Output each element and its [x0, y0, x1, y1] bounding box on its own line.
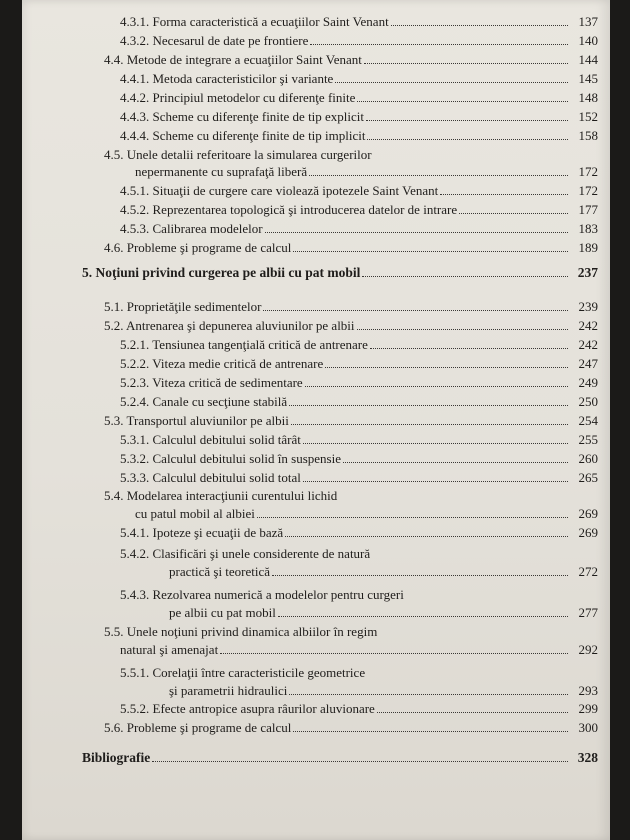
toc-entry-page: 137	[578, 14, 598, 29]
toc-entry	[104, 239, 598, 257]
dot-leader	[364, 63, 568, 64]
toc-entry-page: 145	[578, 71, 598, 86]
dot-leader	[152, 761, 568, 762]
dot-leader	[377, 712, 568, 713]
toc-entry-title: 5.2.4. Canale cu secţiune stabilă	[120, 394, 288, 409]
toc-entry-page: 249	[578, 375, 598, 390]
dot-leader	[272, 575, 568, 576]
dot-leader	[278, 616, 568, 617]
toc-entry-page: 300	[578, 720, 598, 735]
toc-entry-page: 272	[578, 564, 598, 579]
toc-entry	[120, 524, 598, 542]
dot-leader	[289, 694, 568, 695]
toc-entry-title: 5.3.3. Calculul debitului solid total	[120, 470, 301, 485]
toc-entry-title: 4.5. Unele detalii referitoare la simularea curgerilor	[104, 147, 372, 162]
toc-entry-title: 5.5. Unele noţiuni privind dinamica albiilor în regim	[104, 624, 378, 639]
toc-entry	[120, 70, 598, 88]
toc-entry-title: 5.1. Proprietăţile sedimentelor	[104, 299, 262, 314]
dot-leader	[291, 424, 568, 425]
dot-leader	[366, 120, 568, 121]
toc-entry-title: 5. Noţiuni privind curgerea pe albii cu pat mobil	[82, 265, 361, 280]
toc-entry-page: 242	[578, 318, 598, 333]
table-of-contents	[22, 0, 610, 840]
toc-entry	[120, 220, 598, 238]
toc-entry-title: 5.4. Modelarea interacţiunii curentului lichid	[104, 488, 338, 503]
toc-entry	[169, 563, 598, 581]
toc-entry	[104, 412, 598, 430]
toc-entry-title: 4.4.4. Scheme cu diferenţe finite de tip implicit	[120, 128, 366, 143]
toc-chapter-entry	[82, 749, 598, 767]
toc-entry	[120, 127, 598, 145]
dot-leader	[257, 517, 568, 518]
dot-leader	[391, 25, 568, 26]
toc-entry-title: 5.5.2. Efecte antropice asupra râurilor aluvionare	[120, 701, 375, 716]
toc-entry	[169, 604, 598, 622]
toc-entry-title: 4.4.3. Scheme cu diferenţe finite de tip explicit	[120, 109, 365, 124]
toc-entry-page: 172	[578, 164, 598, 179]
toc-entry	[104, 317, 598, 335]
dot-leader	[370, 348, 568, 349]
toc-entry-title: 5.2.3. Viteza critică de sedimentare	[120, 375, 303, 390]
toc-entry	[120, 108, 598, 126]
toc-entry	[120, 469, 598, 487]
toc-entry	[120, 700, 598, 718]
toc-entry-page: 158	[578, 128, 598, 143]
toc-entry	[120, 374, 598, 392]
dot-leader	[362, 276, 568, 277]
toc-entry-page: 265	[578, 470, 598, 485]
dot-leader	[305, 386, 568, 387]
dot-leader	[289, 405, 568, 406]
book-page	[22, 0, 610, 840]
toc-entry	[104, 51, 598, 69]
toc-entry	[169, 682, 598, 700]
toc-entry-page: 237	[577, 265, 598, 280]
toc-entry-page: 277	[578, 605, 598, 620]
toc-entry-title: nepermanente cu suprafaţă liberă	[135, 164, 308, 179]
dot-leader	[343, 462, 568, 463]
toc-entry-title: 4.6. Probleme şi programe de calcul	[104, 240, 292, 255]
toc-entry-title: 4.4.1. Metoda caracteristicilor şi variante	[120, 71, 334, 86]
toc-entry-page: 269	[578, 525, 598, 540]
toc-entry	[104, 298, 598, 316]
toc-entry-title: 5.3.2. Calculul debitului solid în suspensie	[120, 451, 341, 466]
toc-entry	[120, 393, 598, 411]
toc-entry	[104, 719, 598, 737]
toc-entry-page: 152	[578, 109, 598, 124]
toc-entry-title: 4.3.1. Forma caracteristică a ecuaţiilor Saint Venant	[120, 14, 389, 29]
toc-entry-title: 5.6. Probleme şi programe de calcul	[104, 720, 292, 735]
dot-leader	[285, 536, 568, 537]
toc-entry	[120, 32, 598, 50]
dot-leader	[263, 310, 568, 311]
toc-entry	[120, 450, 598, 468]
toc-entry-title: 5.4.1. Ipoteze şi ecuaţii de bază	[120, 525, 284, 540]
toc-entry-page: 189	[578, 240, 598, 255]
toc-entry-title: 4.5.2. Reprezentarea topologică şi introducerea datelor de intrare	[120, 202, 458, 217]
dot-leader	[293, 251, 568, 252]
toc-entry-title: şi parametrii hidraulici	[169, 683, 288, 698]
toc-entry	[120, 641, 598, 659]
toc-entry-title: 5.5.1. Corelaţii între caracteristicile geometrice	[120, 665, 366, 680]
toc-entry-title: pe albii cu pat mobil	[169, 605, 276, 620]
toc-entry	[120, 431, 598, 449]
dot-leader	[303, 481, 568, 482]
dot-leader	[325, 367, 568, 368]
toc-entry-title: 4.5.1. Situaţii de curgere care violează ipotezele Saint Venant	[120, 183, 439, 198]
dot-leader	[440, 194, 568, 195]
toc-entry	[135, 163, 598, 181]
toc-entry-page: 172	[578, 183, 598, 198]
toc-entry-title: 5.4.3. Rezolvarea numerică a modelelor pentru curgeri	[120, 587, 404, 602]
toc-entry-title: Bibliografie	[82, 750, 151, 765]
toc-entry	[135, 505, 598, 523]
toc-entry	[120, 13, 598, 31]
dot-leader	[303, 443, 568, 444]
toc-entry-page: 269	[578, 506, 598, 521]
dot-leader	[367, 139, 568, 140]
dot-leader	[357, 329, 568, 330]
toc-entry-title: 5.3. Transportul aluviunilor pe albii	[104, 413, 289, 428]
dot-leader	[459, 213, 568, 214]
toc-entry	[120, 89, 598, 107]
toc-entry-page: 254	[578, 413, 598, 428]
toc-entry-page: 144	[578, 52, 598, 67]
toc-entry-page: 299	[578, 701, 598, 716]
toc-entry-title: 5.2. Antrenarea şi depunerea aluviunilor pe albii	[104, 318, 355, 333]
dot-leader	[265, 232, 568, 233]
toc-entry-title: cu patul mobil al albiei	[135, 506, 255, 521]
toc-entry-page: 239	[578, 299, 598, 314]
toc-entry-title: 5.4.2. Clasificări şi unele considerente de natură	[120, 546, 371, 561]
toc-entry	[120, 182, 598, 200]
toc-entry-title: practică şi teoretică	[169, 564, 271, 579]
dot-leader	[357, 101, 568, 102]
toc-entry-page: 183	[578, 221, 598, 236]
toc-entry-page: 140	[578, 33, 598, 48]
toc-entry-page: 292	[578, 642, 598, 657]
toc-entry-title: 5.3.1. Calculul debitului solid târât	[120, 432, 301, 447]
toc-entry-page: 328	[577, 750, 598, 765]
toc-entry	[120, 355, 598, 373]
dot-leader	[335, 82, 568, 83]
toc-entry-page: 250	[578, 394, 598, 409]
toc-entry-page: 293	[578, 683, 598, 698]
toc-entry-title: 4.4.2. Principiul metodelor cu diferenţe finite	[120, 90, 356, 105]
toc-entry	[120, 201, 598, 219]
dot-leader	[220, 653, 568, 654]
toc-entry-title: 5.2.1. Tensiunea tangenţială critică de antrenare	[120, 337, 368, 352]
dot-leader	[309, 175, 568, 176]
toc-entry-page: 177	[578, 202, 598, 217]
toc-entry-page: 242	[578, 337, 598, 352]
toc-chapter-entry	[82, 264, 598, 282]
toc-entry-title: 4.3.2. Necesarul de date pe frontiere	[120, 33, 309, 48]
toc-entry-page: 260	[578, 451, 598, 466]
toc-entry-title: natural şi amenajat	[120, 642, 219, 657]
toc-entry-title: 5.2.2. Viteza medie critică de antrenare	[120, 356, 324, 371]
toc-entry-title: 4.5.3. Calibrarea modelelor	[120, 221, 263, 236]
dot-leader	[310, 44, 568, 45]
toc-entry-title: 4.4. Metode de integrare a ecuaţiilor Saint Venant	[104, 52, 362, 67]
dot-leader	[293, 731, 568, 732]
toc-entry	[120, 336, 598, 354]
toc-entry-page: 255	[578, 432, 598, 447]
toc-entry-page: 247	[578, 356, 598, 371]
toc-entry-page: 148	[578, 90, 598, 105]
